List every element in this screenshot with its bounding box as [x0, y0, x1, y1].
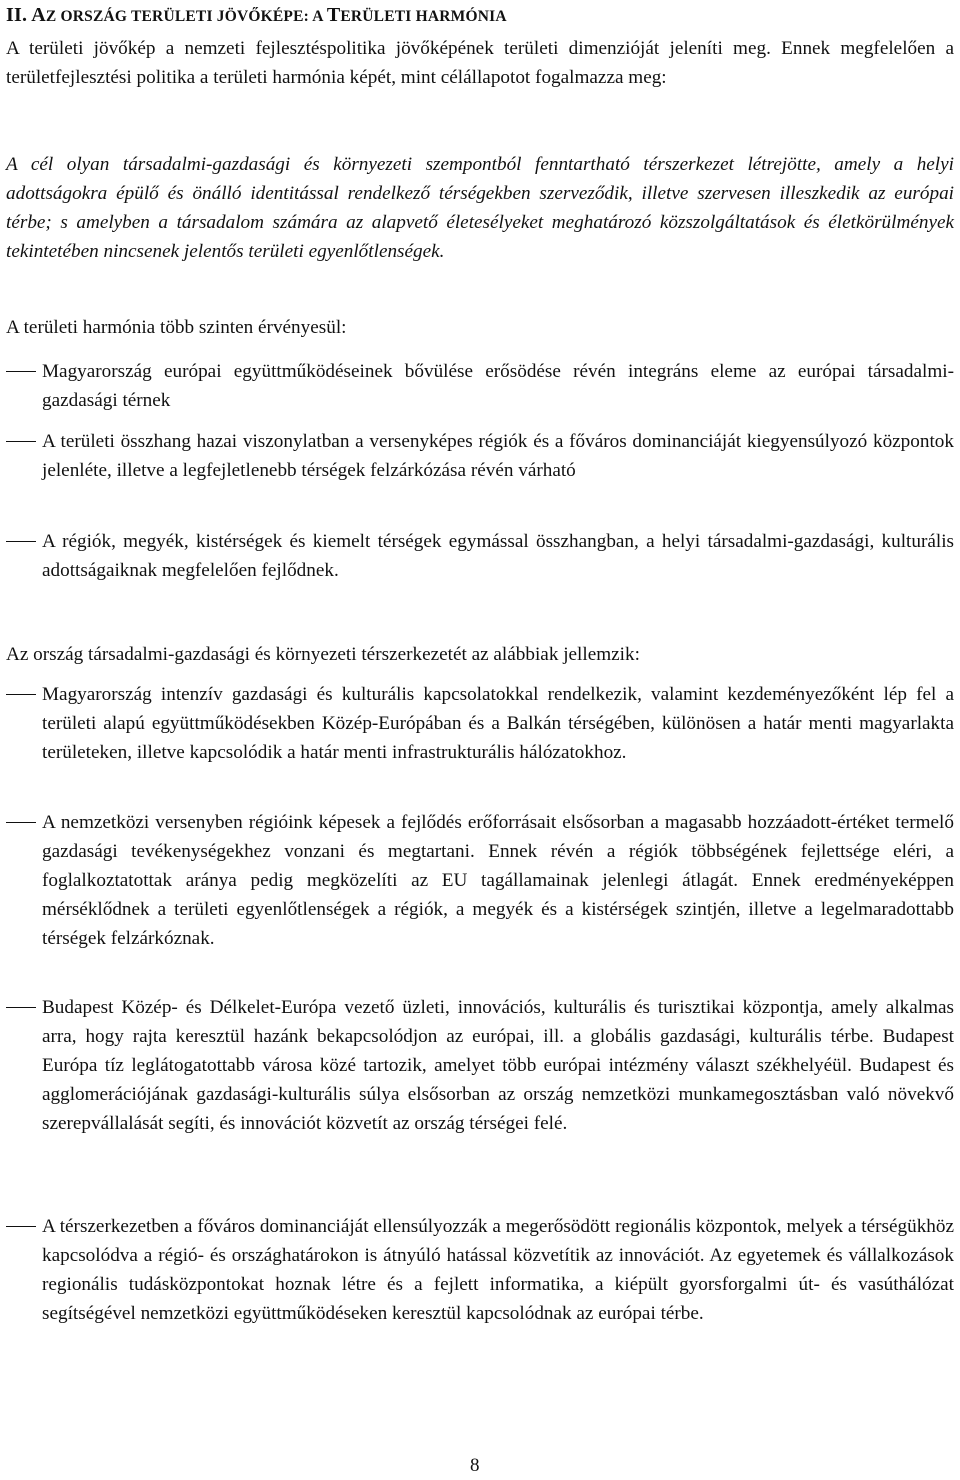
list-item: Magyarország intenzív gazdasági és kulturális kapcsolatokkal rendelkezik, valamint kezdeményezőként lép fel a területi alapú együttműködésekben Közép-Európában és a Balkán térségében, különösen a határ menti magyarlakta területeken, illetve kapcsolódik a határ menti infrastrukturális hálózatokhoz. [6, 680, 954, 767]
dash-bullet-icon [6, 371, 36, 372]
list-item: Budapest Közép- és Délkelet-Európa vezető üzleti, innovációs, kulturális és turisztikai központja, amely alkalmas arra, hogy rajta keresztül hazánk bekapcsolódjon az európai, ill. a globális gazdasági, kulturális térbe. Budapest Európa tíz leglátogatottabb városa közé tartozik, amelyet több európai intézmény választ székhelyéül. Budapest és agglomerációjának gazdasági-kulturális súlya elsősorban az ország nemzetközi munkamegosztásban való növekvő szerepvállalását segíti, és innovációt közvetít az ország térségei felé. [6, 993, 954, 1138]
list-item: A térszerkezetben a főváros dominanciáját ellensúlyozzák a megerősödött regionális központok, melyek a térségükhöz kapcsolódva a régió- és országhatárokon is átnyúló hatással közvetítik az innovációt. Az egyetemek és vállalkozások regionális tudásközpontokat hoznak létre és a fejlett informatika, a kiépült gyorsforgalmi út- és vasúthálózat segítségével nemzetközi együttműködéseken keresztül kapcsolódnak az európai térbe. [6, 1212, 954, 1328]
section-heading: II. AZ ORSZÁG TERÜLETI JÖVŐKÉPE: A TERÜLETI HARMÓNIA [6, 4, 507, 26]
harmony-intro: A területi harmónia több szinten érvényesül: [6, 317, 347, 338]
dash-bullet-icon [6, 1007, 36, 1008]
page-number: 8 [470, 1455, 480, 1476]
intro-paragraph: A területi jövőkép a nemzeti fejlesztéspolitika jövőképének területi dimenzióját jeleníti meg. Ennek megfelelően a területfejlesztési politika a területi harmónia képét, mint célállapotot fogalmazza meg: [6, 38, 954, 88]
list-item: Magyarország európai együttműködéseinek bővülése erősödése révén integráns eleme az európai társadalmi-gazdasági térnek [6, 357, 954, 415]
dash-bullet-icon [6, 694, 36, 695]
structure-intro: Az ország társadalmi-gazdasági és környezeti térszerkezetét az alábbiak jellemzik: [6, 644, 640, 665]
dash-bullet-icon [6, 1226, 36, 1227]
dash-bullet-icon [6, 441, 36, 442]
dash-bullet-icon [6, 822, 36, 823]
dash-bullet-icon [6, 541, 36, 542]
goal-paragraph: A cél olyan társadalmi-gazdasági és környezeti szempontból fenntartható térszerkezet létrejötte, amely a helyi adottságokra épülő és önálló identitással rendelkező térségekben szerveződik, illetve szervesen illeszkedik az európai térbe; s amelyben a társadalom számára az alapvető életesélyeket meghatározó közszolgáltatások és életkörülmények tekintetében nincsenek jelentős területi egyenlőtlenségek. [6, 154, 954, 262]
list-item: A területi összhang hazai viszonylatban a versenyképes régiók és a főváros dominanciáját kiegyensúlyozó központok jelenléte, illetve a legfejletlenebb térségek felzárkózása révén várható [6, 427, 954, 485]
list-item: A régiók, megyék, kistérségek és kiemelt térségek egymással összhangban, a helyi társadalmi-gazdasági, kulturális adottságaiknak megfelelően fejlődnek. [6, 527, 954, 585]
list-item: A nemzetközi versenyben régióink képesek a fejlődés erőforrásait elsősorban a magasabb hozzáadott-értéket termelő gazdasági tevékenységekhez vonzani és megtartani. Ennek révén a régiók többségének fejlettsége eléri, a foglalkoztatottak aránya pedig megközelíti az EU tagállamainak jelenlegi átlagát. Ennek eredményeképpen mérséklődnek a területi egyenlőtlenségek a régiók, a megyék és a kistérségek szintjén, illetve a legelmaradottabb térségek felzárkóznak. [6, 808, 954, 953]
